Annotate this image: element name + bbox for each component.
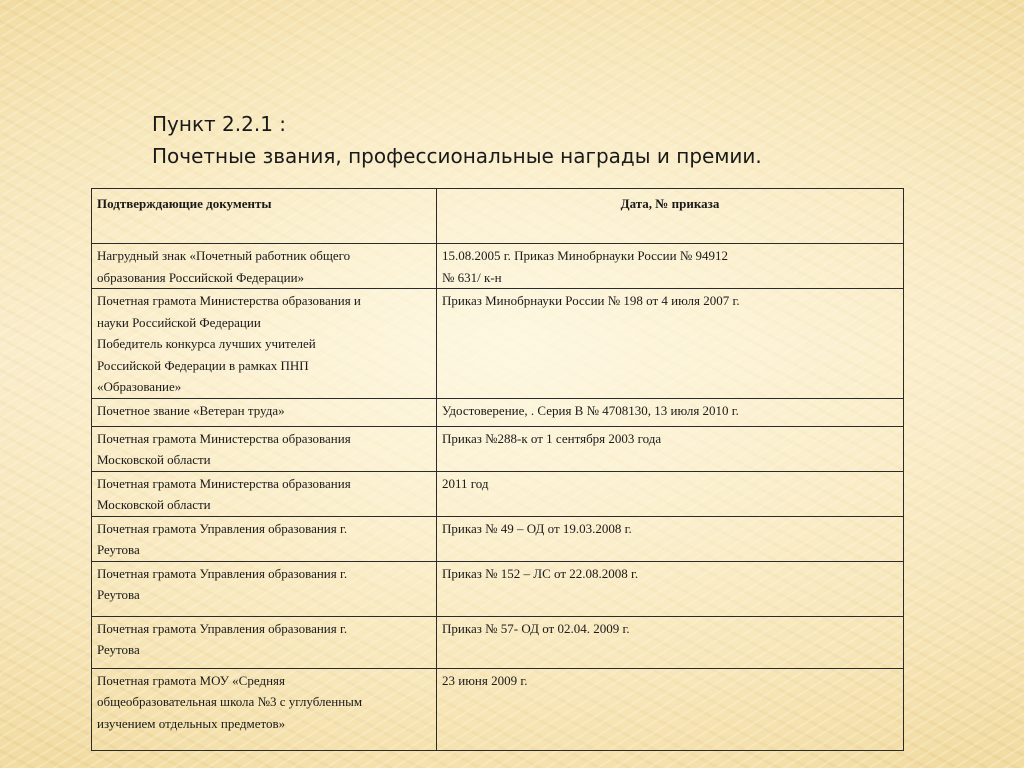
slide-title-line-2: Почетные звания, профессиональные награды и премии. bbox=[152, 144, 762, 168]
document-cell bbox=[92, 616, 437, 668]
table-row bbox=[92, 471, 904, 516]
table-row bbox=[92, 289, 904, 399]
document-line: Почетная грамота Управления образования г. bbox=[97, 565, 348, 581]
document-line: Почетная грамота Управления образования г. bbox=[97, 620, 348, 636]
date-cell bbox=[437, 516, 904, 561]
date-line: 15.08.2005 г. Приказ Минобрнауки России № 94912 bbox=[442, 248, 728, 263]
date-line: № 631/ к-н bbox=[442, 269, 502, 285]
date-cell bbox=[437, 289, 904, 399]
document-line: Московской области bbox=[97, 497, 211, 512]
document-line: Победитель конкурса лучших учителей bbox=[97, 336, 316, 351]
document-line: Почетная грамота Министерства образования bbox=[97, 430, 351, 446]
date-cell bbox=[437, 668, 904, 750]
date-line: Приказ № 152 – ЛС от 22.08.2008 г. bbox=[442, 565, 639, 581]
date-line: Приказ № 57- ОД от 02.04. 2009 г. bbox=[442, 620, 630, 636]
document-line: образования Российской Федерации» bbox=[97, 269, 305, 285]
document-line: Российской Федерации в рамках ПНП bbox=[97, 357, 309, 373]
document-cell bbox=[92, 426, 437, 471]
document-line: Почетная грамота Министерства образования bbox=[97, 475, 351, 491]
document-line: Реутова bbox=[97, 587, 140, 602]
document-line: Почетная грамота Управления образования г. bbox=[97, 520, 348, 536]
slide-title bbox=[152, 108, 762, 172]
date-cell bbox=[437, 471, 904, 516]
document-line: изучением отдельных предметов» bbox=[97, 715, 286, 731]
table-row bbox=[92, 398, 904, 426]
slide-title-line-1: Пункт 2.2.1 : bbox=[152, 112, 287, 136]
table-row bbox=[92, 616, 904, 668]
table-row bbox=[92, 561, 904, 616]
date-cell bbox=[437, 561, 904, 616]
date-cell bbox=[437, 398, 904, 426]
header-documents: Подтверждающие документы bbox=[92, 189, 437, 244]
document-line: Реутова bbox=[97, 542, 140, 557]
awards-table bbox=[91, 188, 904, 751]
date-line: Приказ № 49 – ОД от 19.03.2008 г. bbox=[442, 520, 632, 536]
awards-table-body bbox=[92, 244, 904, 751]
document-line: Нагрудный знак «Почетный работник общего bbox=[97, 248, 351, 263]
table-row bbox=[92, 516, 904, 561]
document-cell bbox=[92, 516, 437, 561]
document-line: науки Российской Федерации bbox=[97, 314, 261, 330]
table-row bbox=[92, 244, 904, 289]
document-cell bbox=[92, 289, 437, 399]
document-line: Почетная грамота МОУ «Средняя bbox=[97, 672, 285, 688]
document-line: Московской области bbox=[97, 452, 211, 467]
document-cell bbox=[92, 398, 437, 426]
date-line: 2011 год bbox=[442, 475, 489, 491]
document-line: Почетная грамота Министерства образования и bbox=[97, 293, 361, 308]
header-date: Дата, № приказа bbox=[437, 189, 904, 244]
date-line: Удостоверение, . Серия В № 4708130, 13 июля 2010 г. bbox=[442, 402, 739, 418]
document-cell bbox=[92, 244, 437, 289]
date-line: 23 июня 2009 г. bbox=[442, 672, 528, 688]
document-line: Почетное звание «Ветеран труда» bbox=[97, 402, 285, 418]
document-line: Реутова bbox=[97, 642, 140, 657]
document-cell bbox=[92, 561, 437, 616]
document-line: общеобразовательная школа №3 с углубленным bbox=[97, 694, 363, 709]
table-row bbox=[92, 426, 904, 471]
document-cell bbox=[92, 668, 437, 750]
table-row bbox=[92, 668, 904, 750]
date-line: Приказ Минобрнауки России № 198 от 4 июля 2007 г. bbox=[442, 293, 740, 308]
date-line: Приказ №288-к от 1 сентября 2003 года bbox=[442, 430, 662, 446]
date-cell bbox=[437, 244, 904, 289]
date-cell bbox=[437, 616, 904, 668]
table-header-row bbox=[92, 189, 904, 244]
document-line: «Образование» bbox=[97, 379, 182, 394]
date-cell bbox=[437, 426, 904, 471]
document-cell bbox=[92, 471, 437, 516]
